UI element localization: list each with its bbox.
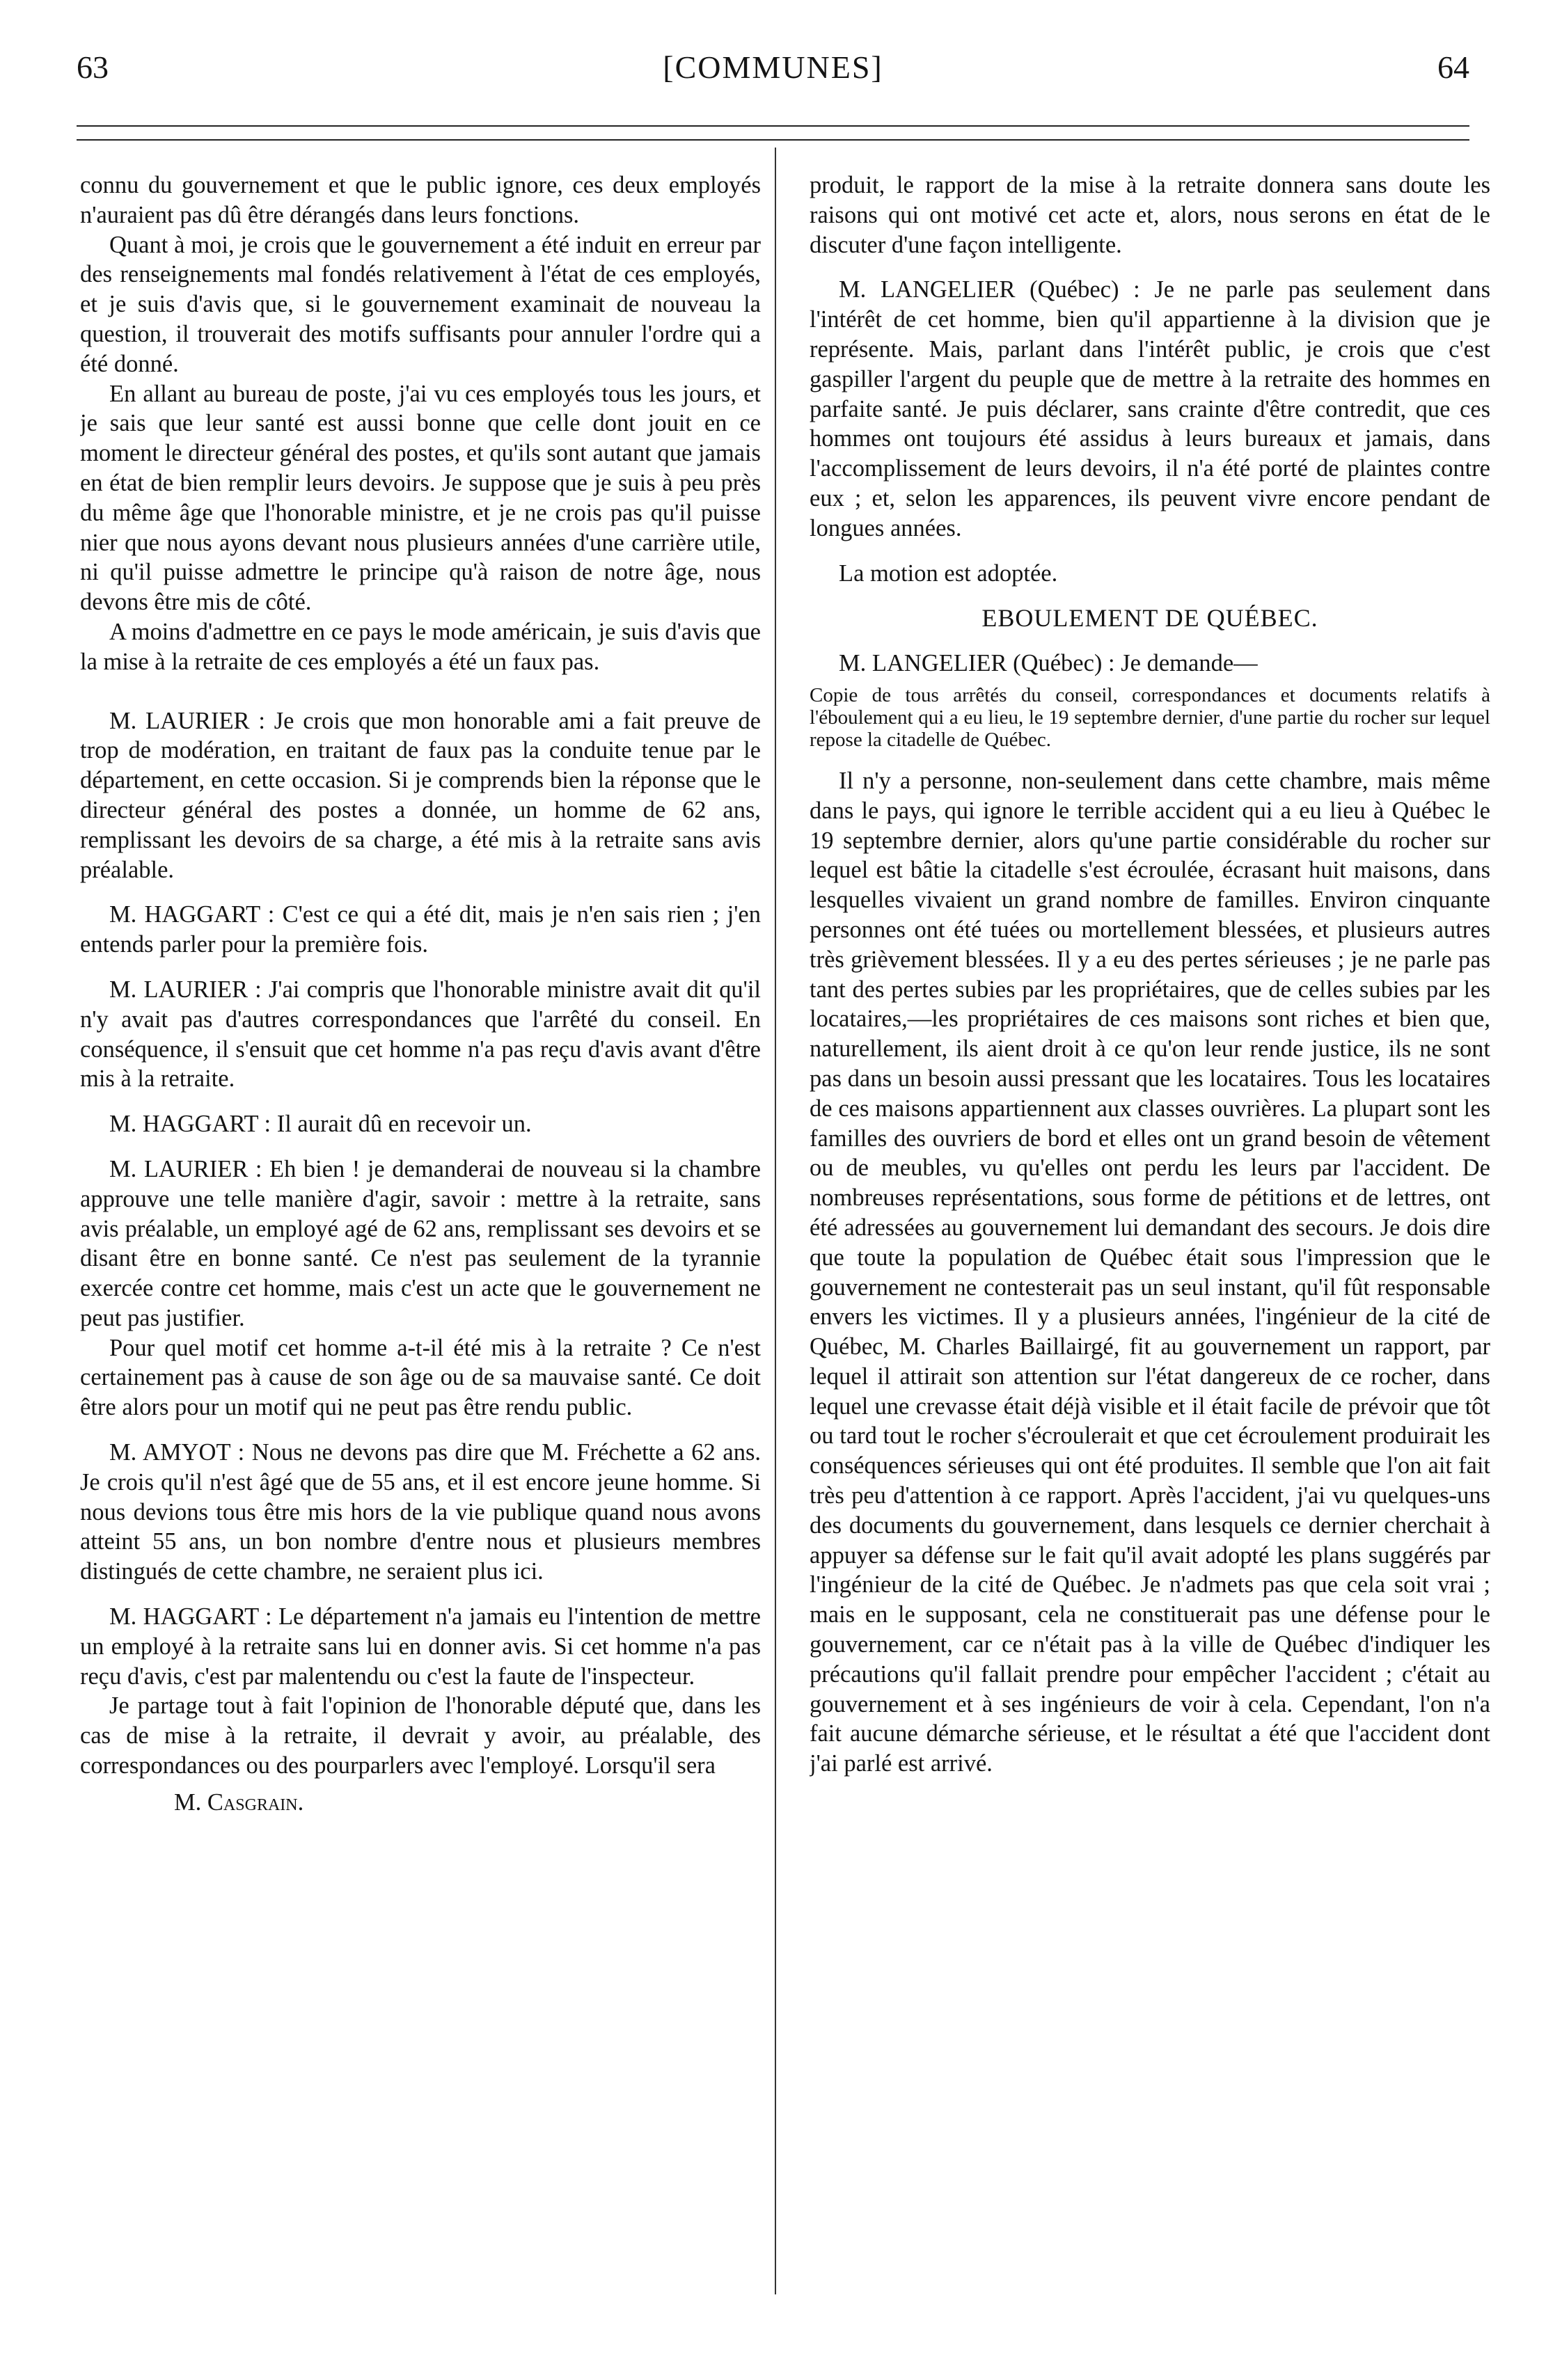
page-header xyxy=(77,43,1469,92)
speech-paragraph: M. LAURIER : J'ai compris que l'honorable ministre avait dit qu'il n'y avait pas d'autres correspondances que l'arrêté du conseil. En conséquence, il s'ensuit que cet homme n'a pas reçu d'avis avant d'être mis à la retraite. xyxy=(80,976,761,1093)
speech-paragraph: M. LAURIER : Je crois que mon honorable ami a fait preuve de trop de modération, en traitant de faux pas la conduite tenue par le département, en cette occasion. Si je comprends bien la réponse que le directeur général des postes a donnée, un homme de 62 ans, remplissant les devoirs de sa charge, a été mis à la retraite sans avis préalable. xyxy=(80,707,761,883)
paragraph: Quant à moi, je crois que le gouvernement a été induit en erreur par des renseignements mal fondés relativement à l'état de ces employés, et je suis d'avis que, si le gouvernement examinait de nouveau la question, il trouverait des motifs suffisants pour annuler l'ordre qui a été donné. xyxy=(80,231,761,377)
footer-signature: M. Casgrain. xyxy=(174,1788,304,1816)
motion-text: La motion est adoptée. xyxy=(839,560,1058,587)
column-divider xyxy=(775,148,776,2294)
page-number-right: 64 xyxy=(1437,49,1469,85)
paragraph: Je partage tout à fait l'opinion de l'honorable député que, dans les cas de mise à la retraite, il devrait y avoir, au préalable, des correspondances ou des pourparlers avec l'employé. Lorsqu'il sera xyxy=(80,1692,761,1779)
speech-paragraph: M. LAURIER : Eh bien ! je demanderai de nouveau si la chambre approuve une telle manière d'agir, savoir : mettre à la retraite, sans avis préalable, un employé agé de 62 ans, remplissant ses devoirs et se disant être en bonne santé. Ce n'est pas seulement de la tyrannie exercée contre cet homme, mais c'est un acte que le gouvernement ne peut pas justifier. xyxy=(80,1155,761,1331)
page-number-left: 63 xyxy=(77,49,109,85)
header-rule-bottom xyxy=(77,139,1469,141)
paragraph: En allant au bureau de poste, j'ai vu ces employés tous les jours, et je sais que leur santé est aussi bonne que celle dont jouit en ce moment le directeur général des postes, et qu'ils sont autant que jamais en état de bien remplir leurs devoirs. Je suppose que je suis à peu près du même âge que l'honorable ministre, et je ne crois pas qu'il puisse nier que nous ayons devant nous plusieurs années d'une carrière utile, ni qu'il puisse admettre le principe qu'à raison de notre âge, nous devons être mis de côté. xyxy=(80,380,761,616)
header-rule-top xyxy=(77,125,1469,127)
paragraph: connu du gouvernement et que le public ignore, ces deux employés n'auraient pas dû être dérangés dans leurs fonctions. xyxy=(80,172,761,228)
speech-paragraph: M. HAGGART : C'est ce qui a été dit, mais je n'en sais rien ; j'en entends parler pour la première fois. xyxy=(80,901,761,958)
motion-small-print: Copie de tous arrêtés du conseil, correspondances et documents relatifs à l'éboulement qui a eu lieu, le 19 septembre dernier, d'une partie du rocher sur lequel repose la citadelle de Québec. xyxy=(810,683,1490,751)
speech-paragraph: M. LANGELIER (Québec) : Je ne parle pas seulement dans l'intérêt de cet homme, bien qu'il appartienne à la division que je représente. Mais, parlant dans l'intérêt public, je crois que c'est gaspiller l'argent du peuple que de mettre à la retraite des hommes en parfaite santé. Je puis déclarer, sans crainte d'être contredit, que ces hommes ont toujours été assidus à leurs bureaux et jamais, dans l'accomplissement de leurs devoirs, il n'a été porté de plaintes contre eux ; et, selon les apparences, ils peuvent vivre encore pendant de longues années. xyxy=(810,276,1490,541)
running-title: [COMMUNES] xyxy=(663,49,883,85)
left-column xyxy=(80,170,761,2370)
paragraph: A moins d'admettre en ce pays le mode américain, je suis d'avis que la mise à la retraite de ces employés a été un faux pas. xyxy=(80,618,761,675)
paragraph: Pour quel motif cet homme a-t-il été mis à la retraite ? Ce n'est certainement pas à cause de son âge ou de sa mauvaise santé. Ce doit être alors pour un motif qui ne peut pas être rendu public. xyxy=(80,1334,761,1421)
section-heading: EBOULEMENT DE QUÉBEC. xyxy=(981,604,1318,633)
speech-paragraph: M. HAGGART : Le département n'a jamais eu l'intention de mettre un employé à la retraite sans lui en donner avis. Si cet homme n'a pas reçu d'avis, c'est par malentendu ou c'est la faute de l'inspecteur. xyxy=(80,1603,761,1690)
speech-paragraph: M. AMYOT : Nous ne devons pas dire que M. Fréchette a 62 ans. Je crois qu'il n'est âgé que de 55 ans, et il est encore jeune homme. Si nous devions tous être mis hors de la vie publique quand nous avons atteint 55 ans, un bon nombre d'entre nous et plusieurs membres distingués de cette chambre, ne seraient plus ici. xyxy=(80,1439,761,1585)
paragraph: produit, le rapport de la mise à la retraite donnera sans doute les raisons qui ont motivé cet acte et, alors, nous serons en état de le discuter d'une façon intelligente. xyxy=(810,172,1490,258)
right-column xyxy=(810,170,1490,2370)
speech-paragraph: M. HAGGART : Il aurait dû en recevoir un. xyxy=(109,1111,532,1138)
paragraph: Il n'y a personne, non-seulement dans cette chambre, mais même dans le pays, qui ignore le terrible accident qui a eu lieu à Québec le 19 septembre dernier, alors qu'une partie considérable du rocher sur lequel est bâtie la citadelle s'est écroulée, écrasant huit maisons, dans lesquelles vivaient un grand nombre de familles. Environ cinquante personnes ont été tuées ou mortellement blessées, et plusieurs autres très grièvement blessées. Il y a eu des pertes sérieuses ; je ne parle pas tant des pertes subies par les propriétaires, que de celles subies par les locataires,—les propriétaires de ces maisons sont riches et bien que, naturellement, ils aient droit à ce qu'on leur rende justice, ils ne sont pas dans un besoin aussi pressant que les locataires. Tous les locataires de ces maisons appartiennent aux classes ouvrières. La plupart sont les familles des ouvriers de bord et elles ont un grand besoin de vêtement ou de meubles, vu qu'elles ont perdu les leurs par l'accident. De nombreuses représentations, sous forme de pétitions et de lettres, ont été adressées au gouvernement lui demandant des secours. Je dois dire que toute la population de Québec était sous l'impression que le gouvernement ne contesterait pas un seul instant, qu'il fût responsable envers les victimes. Il y a plusieurs années, l'ingénieur de la cité de Québec, M. Charles Baillairgé, fit au gouvernement un rapport, par lequel il attirait son attention sur l'état dangereux de ce rocher, dans lequel une crevasse était déjà visible et il était facile de prévoir que tôt ou tard tout le rocher s'écroulerait et que cet écroulement produirait les conséquences sérieuses qui ont été produites. Il semble que l'on ait fait très peu d'attention à ce rapport. Après l'accident, j'ai vu quelques-uns des documents du gouvernement, dans lesquels ce dernier cherchait à appuyer sa défense sur le fait qu'il avait adopté les plans suggérés par l'ingénieur de la cité de Québec. Je n'admets pas que cela soit vrai ; mais en le supposant, cela ne constituerait pas une défense pour le gouvernement, car ce n'était pas à la ville de Québec d'indiquer les précautions qu'il fallait prendre pour empêcher l'accident ; c'était au gouvernement et à ses ingénieurs de voir à cela. Cependant, l'on n'a fait aucune démarche sérieuse, et le résultat a été que l'accident dont j'ai parlé est arrivé. xyxy=(810,767,1490,1777)
speech-paragraph: M. LANGELIER (Québec) : Je demande— xyxy=(839,650,1258,677)
